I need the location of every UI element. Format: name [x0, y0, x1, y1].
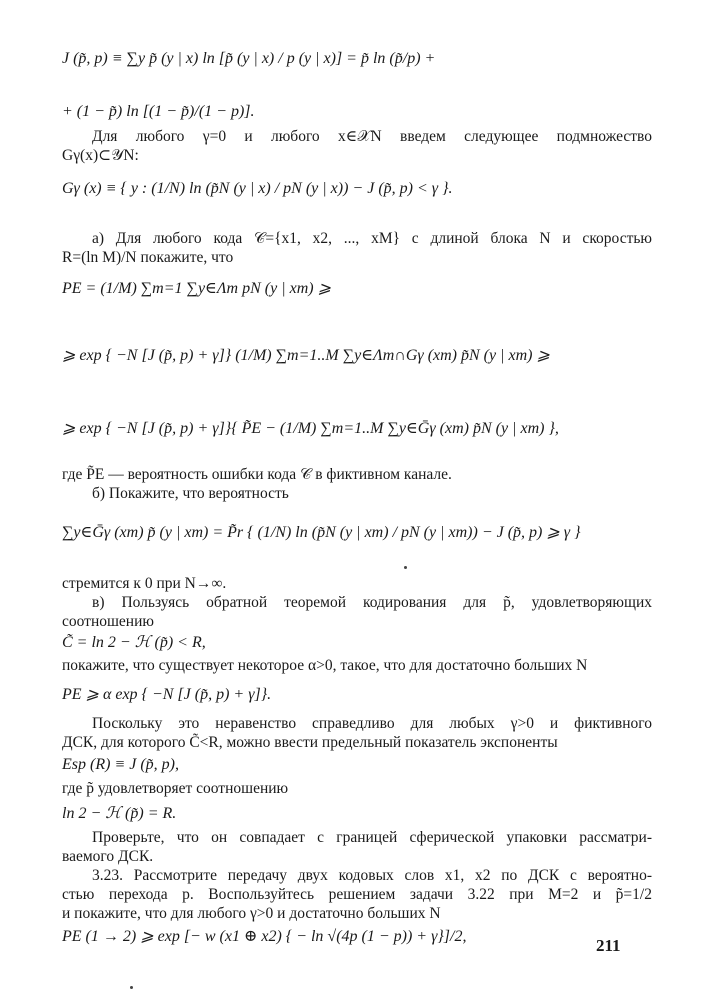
formula-ln2: ln 2 − ℋ (p̃) = R.: [62, 805, 177, 822]
formula-pe-bound: PE ⩾ α exp { −N [J (p̃, p) + γ]}.: [62, 686, 272, 703]
item-v-line1: в) Пользуясь обратной теоремой кодирования для p̃, удовлетворяющих: [92, 594, 652, 611]
formula-esp: Esp (R) ≡ J (p̃, p),: [62, 756, 179, 773]
paragraph-intro-line1: Для любого γ=0 и любого x∈𝒳N введем следующее подмножество: [92, 128, 652, 145]
formula-g-set: Gγ (x) ≡ { y : (1/N) ln (p̃N (y | x) / pN (y | x)) − J (p̃, p) < γ }.: [62, 180, 453, 197]
item-v-line2: соотношению: [62, 613, 154, 630]
formula-c-tilde: C̃ = ln 2 − ℋ (p̃) < R,: [62, 634, 206, 651]
formula-j-definition: J (p̃, p) ≡ ∑y p̃ (y | x) ln [p̃ (y | x) / p (y | x)] = p̃ ln (p̃/p) +: [62, 50, 436, 67]
formula-pe-final: PE (1 → 2) ⩾ exp [− w (x1 ⊕ x2) { − ln √(4p (1 − p)) + γ}]/2,: [62, 928, 467, 945]
check-line1: Проверьте, что он совпадает с границей сферической упаковки рассматри-: [92, 829, 652, 846]
item-a-line1: а) Для любого кода 𝒞={x1, x2, ..., xM} с длиной блока N и скоростью: [92, 230, 652, 247]
formula-pe-line3: ⩾ exp { −N [J (p̃, p) + γ]}{ P̃E − (1/M) ∑m=1..M ∑y∈Ḡγ (xm) p̃N (y | xm) },: [62, 420, 559, 437]
paragraph-intro-line2: Gγ(x)⊂𝒴N:: [62, 147, 139, 164]
check-line2: ваемого ДСК.: [62, 848, 154, 865]
where-p-text: где p̃ удовлетворяет соотношению: [62, 780, 289, 797]
formula-j-definition-cont: + (1 − p̃) ln [(1 − p̃)/(1 − p)].: [62, 103, 255, 120]
item-a-line2: R=(ln M)/N покажите, что: [62, 249, 234, 266]
show-alpha-text: покажите, что существует некоторое α>0, такое, что для достаточно больших N: [62, 657, 588, 674]
scan-speck: [130, 986, 133, 989]
since-line1: Поскольку это неравенство справедливо для любых γ>0 и фиктивного: [92, 715, 652, 732]
scan-speck: [404, 566, 407, 569]
where-pe-text: где P̃E — вероятность ошибки кода 𝒞 в фиктивном канале.: [62, 466, 452, 483]
formula-pe-line1: PE = (1/M) ∑m=1 ∑y∈Λm pN (y | xm) ⩾: [62, 280, 331, 297]
page-number: 211: [596, 936, 621, 955]
item-b-line1: б) Покажите, что вероятность: [92, 485, 289, 502]
problem-3-23-line3: и покажите, что для любого γ>0 и достаточно больших N: [62, 905, 441, 922]
problem-3-23-line2: стью перехода p. Воспользуйтесь решением задачи 3.22 при M=2 и p̃=1/2: [62, 886, 652, 903]
problem-3-23-line1: 3.23. Рассмотрите передачу двух кодовых слов x1, x2 по ДСК с вероятно-: [92, 867, 652, 884]
formula-pe-line2: ⩾ exp { −N [J (p̃, p) + γ]} (1/M) ∑m=1..M ∑y∈Λm∩Gγ (xm) p̃N (y | xm) ⩾: [62, 347, 550, 364]
tends-text: стремится к 0 при N→∞.: [62, 575, 227, 592]
formula-probability: ∑y∈Ḡγ (xm) p̃ (y | xm) = P̃r { (1/N) ln (p̃N (y | xm) / pN (y | xm)) − J (p̃, p) ⩾ γ }: [62, 524, 581, 541]
since-line2: ДСК, для которого C̃<R, можно ввести предельный показатель экспоненты: [62, 734, 558, 751]
